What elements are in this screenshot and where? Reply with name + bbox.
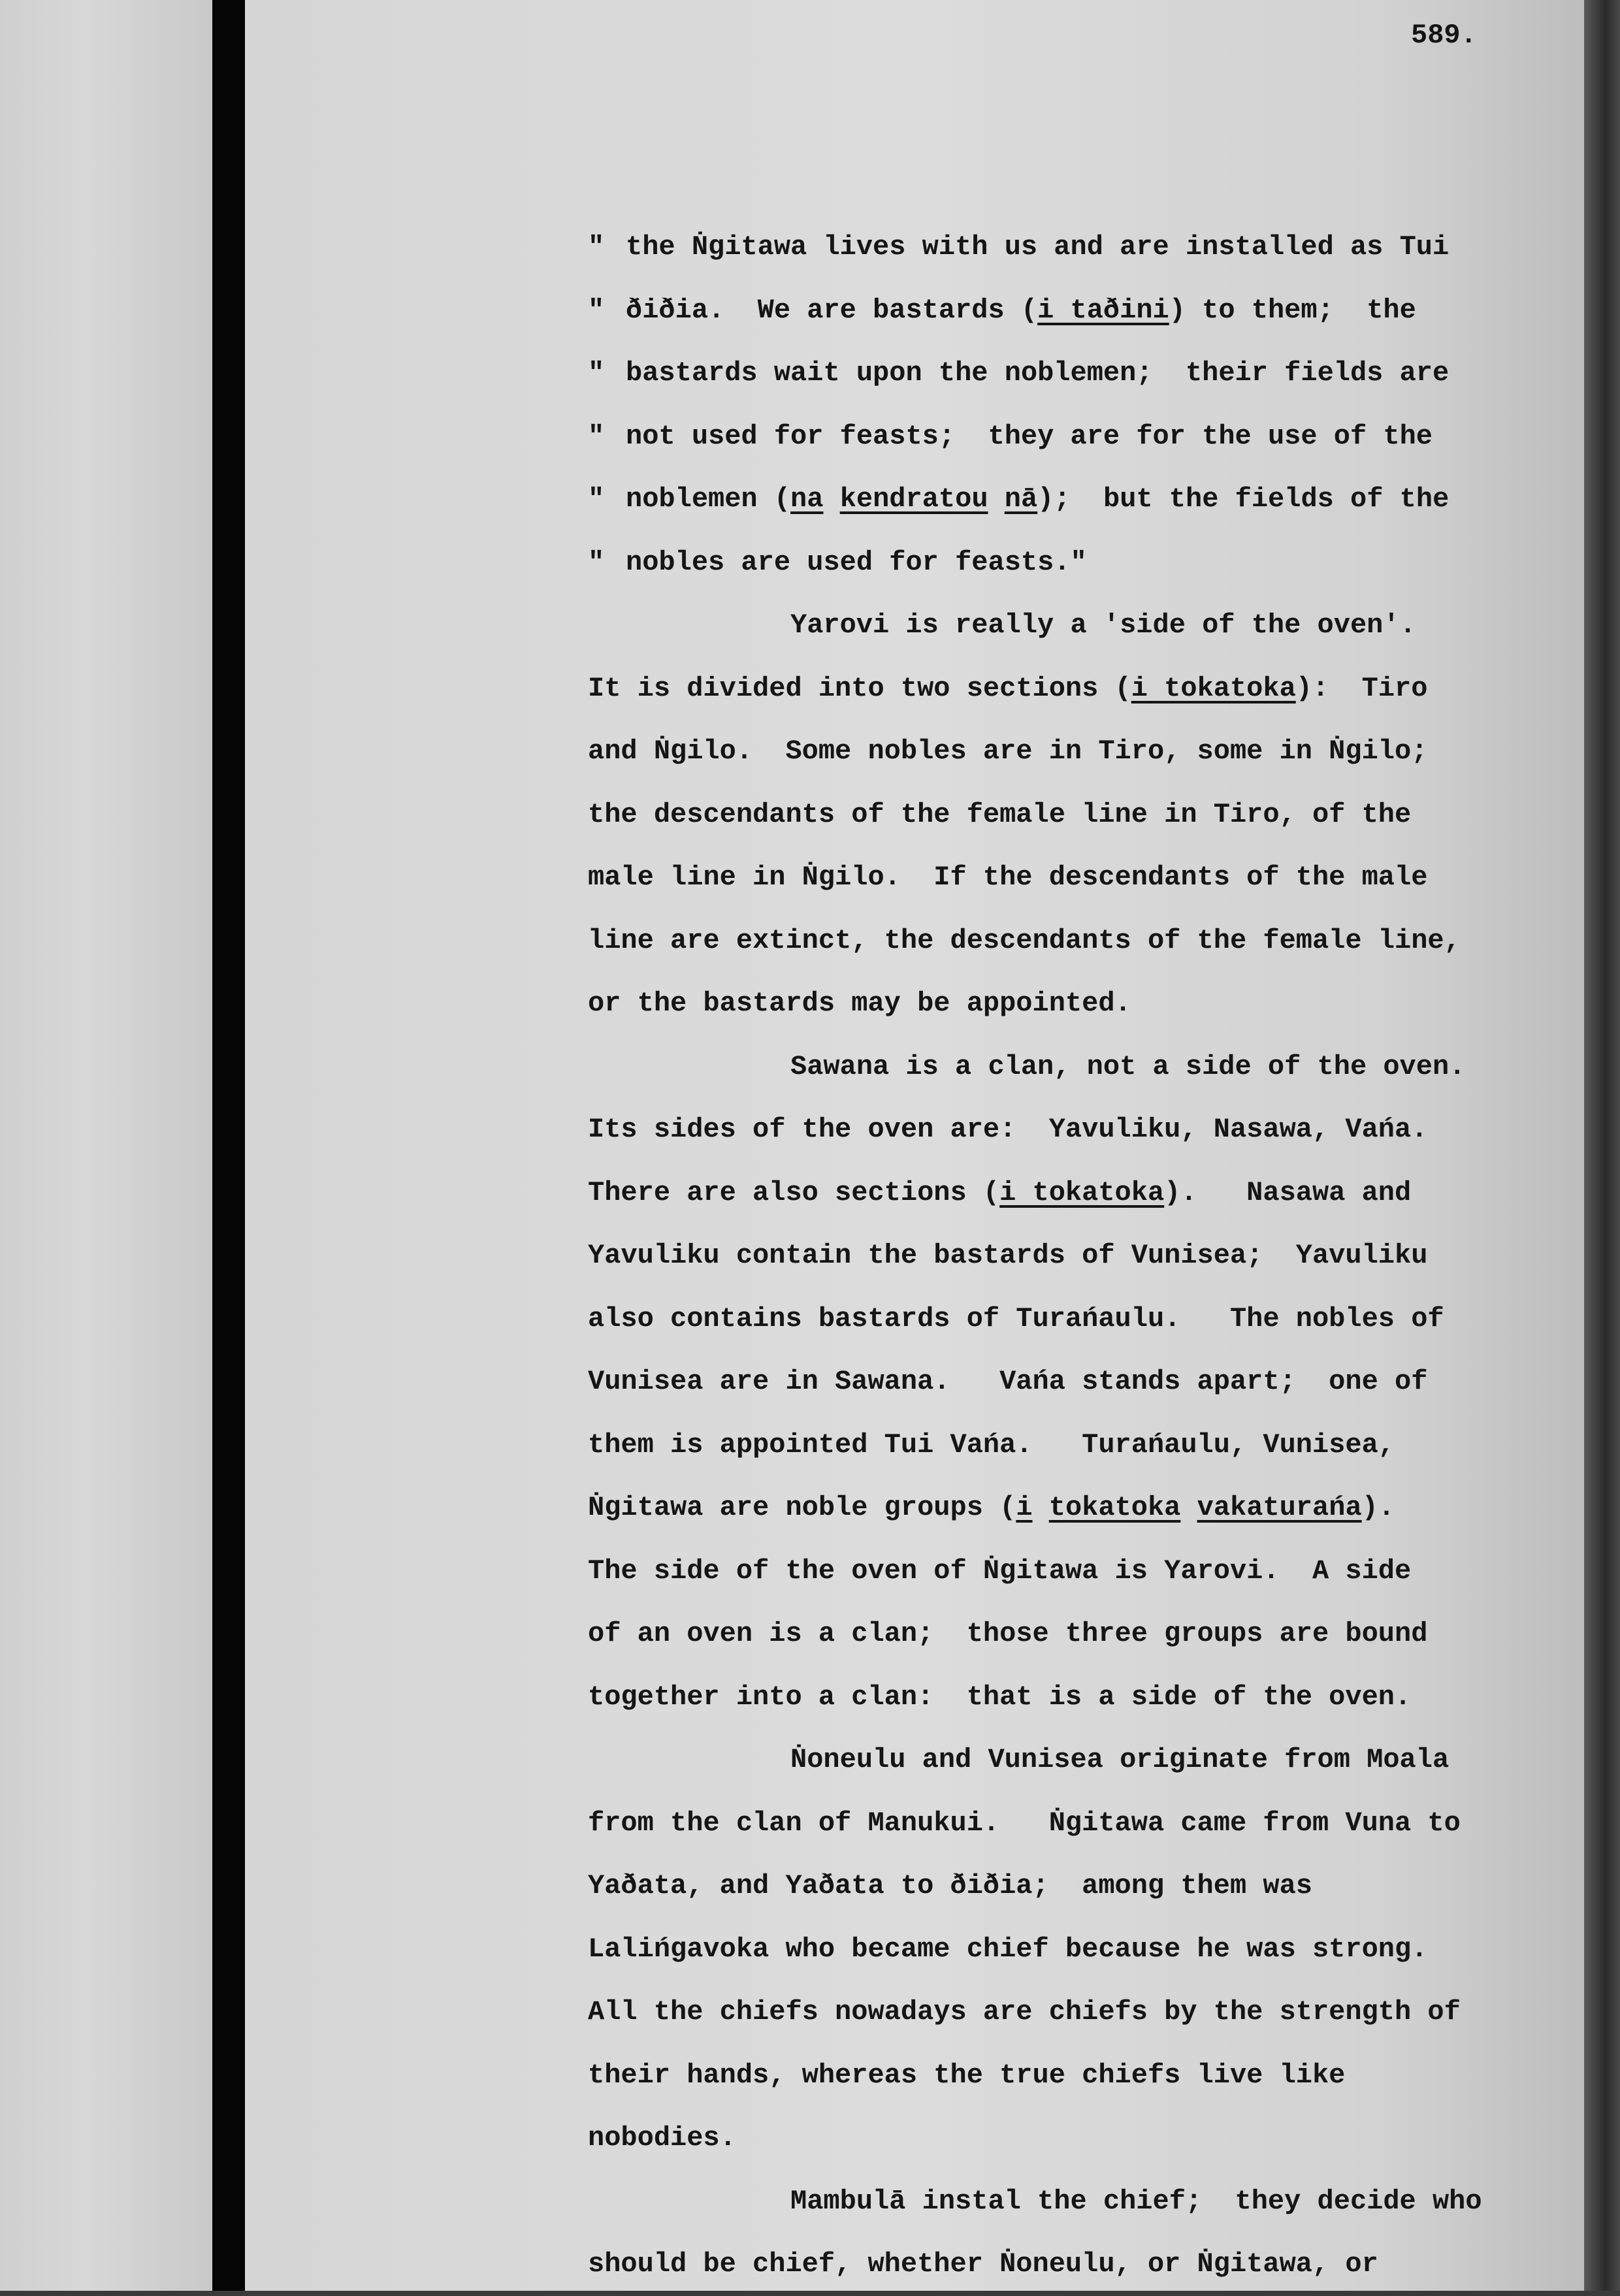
text-segment: ) to them; the bbox=[1169, 294, 1416, 326]
text-segment: male line in Ṅgilo. If the descendants of the male bbox=[588, 862, 1428, 893]
text-line bbox=[588, 2107, 1568, 2170]
text-line bbox=[588, 1792, 1568, 1855]
text-segment: Vunisea are in Sawana. Vańa stands apart; one of bbox=[588, 1366, 1428, 1397]
text-segment: line are extinct, the descendants of the female line, bbox=[588, 924, 1461, 956]
text-line bbox=[588, 1224, 1568, 1287]
text-segment: Yarovi is really a 'side of the oven'. bbox=[790, 609, 1416, 641]
text-segment: Ṅoneulu and Vunisea originate from Moala bbox=[790, 1744, 1450, 1775]
text-segment: them is appointed Tui Vańa. Turańaulu, Vunisea, bbox=[588, 1429, 1395, 1461]
text-line bbox=[588, 1854, 1568, 1918]
text-segment: or the bastards may be appointed. bbox=[588, 988, 1131, 1019]
text-line bbox=[588, 1350, 1568, 1414]
underlined-term: i tokatoka bbox=[1131, 672, 1296, 704]
text-line bbox=[588, 1476, 1568, 1540]
text-segment: Yavuliku contain the bastards of Vunisea; Yavuliku bbox=[588, 1240, 1428, 1271]
quote-mark: " bbox=[588, 231, 605, 263]
quote-mark: " bbox=[588, 546, 605, 578]
text-segment: from the clan of Manukui. Ṅgitawa came from Vuna to bbox=[588, 1807, 1461, 1839]
text-segment bbox=[823, 483, 839, 515]
quote-mark: " bbox=[588, 483, 605, 515]
text-segment: Lalińgavoka who became chief because he was strong. bbox=[588, 1933, 1428, 1965]
text-line bbox=[588, 1161, 1568, 1225]
text-line bbox=[588, 216, 1568, 279]
text-segment: the Ṅgitawa lives with us and are installed as Tui bbox=[626, 231, 1450, 263]
text-segment: ); but the fields of the bbox=[1037, 483, 1450, 515]
text-segment: nobles are used for feasts." bbox=[626, 546, 1087, 578]
text-line bbox=[588, 783, 1568, 847]
text-line bbox=[588, 594, 1568, 657]
text-segment: ): Tiro bbox=[1295, 672, 1428, 704]
text-segment: together into a clan: that is a side of the oven. bbox=[588, 1681, 1412, 1713]
text-segment: their hands, whereas the true chiefs live like bbox=[588, 2059, 1346, 2091]
underlined-term: i taðini bbox=[1037, 294, 1169, 326]
text-line bbox=[588, 1098, 1568, 1161]
text-segment: nobodies. bbox=[588, 2122, 736, 2154]
text-line bbox=[588, 1414, 1568, 1477]
text-segment bbox=[1180, 1492, 1197, 1523]
text-line bbox=[588, 468, 1568, 531]
text-segment: The side of the oven of Ṅgitawa is Yarovi. A side bbox=[588, 1555, 1412, 1587]
text-line bbox=[588, 1728, 1568, 1792]
quote-mark: " bbox=[588, 420, 605, 452]
text-segment: Sawana is a clan, not a side of the oven. bbox=[790, 1050, 1466, 1082]
text-line bbox=[588, 657, 1568, 720]
underlined-term: vakaturańa bbox=[1197, 1492, 1362, 1523]
quote-mark: " bbox=[588, 294, 605, 326]
text-line bbox=[588, 909, 1568, 973]
text-line bbox=[588, 720, 1568, 783]
text-segment: Its sides of the oven are: Yavuliku, Nasawa, Vańa. bbox=[588, 1114, 1428, 1145]
underlined-term: i bbox=[1016, 1492, 1033, 1523]
text-line bbox=[588, 1918, 1568, 1981]
text-line bbox=[588, 1981, 1568, 2044]
text-segment: not used for feasts; they are for the use of the bbox=[626, 420, 1433, 452]
text-segment: Mambulā instal the chief; they decide who bbox=[790, 2185, 1482, 2217]
text-segment: Yaðata, and Yaðata to ðiðia; among them was bbox=[588, 1870, 1312, 1901]
text-line bbox=[588, 2044, 1568, 2107]
page-edge-shadow bbox=[1584, 0, 1620, 2291]
text-line bbox=[588, 2233, 1568, 2296]
underlined-term: na bbox=[790, 483, 824, 515]
text-line bbox=[588, 1540, 1568, 1603]
text-segment bbox=[988, 483, 1005, 515]
text-segment: of an oven is a clan; those three groups are bound bbox=[588, 1618, 1428, 1649]
underlined-term: i tokatoka bbox=[999, 1176, 1165, 1208]
text-segment: also contains bastards of Turańaulu. The nobles of bbox=[588, 1302, 1444, 1334]
text-segment: Ṅgitawa are noble groups ( bbox=[588, 1492, 1016, 1523]
quote-mark: " bbox=[588, 357, 605, 389]
text-line bbox=[588, 972, 1568, 1035]
binding-edge bbox=[212, 0, 245, 2291]
text-line bbox=[588, 1035, 1568, 1099]
text-segment: ). bbox=[1361, 1492, 1395, 1523]
text-line bbox=[588, 1287, 1568, 1351]
text-line bbox=[588, 342, 1568, 405]
typed-text-body bbox=[588, 216, 1568, 2296]
text-segment: ðiðia. We are bastards ( bbox=[626, 294, 1038, 326]
text-segment: bastards wait upon the noblemen; their fields are bbox=[626, 357, 1450, 389]
text-line bbox=[588, 2170, 1568, 2233]
text-line bbox=[588, 531, 1568, 594]
text-line bbox=[588, 405, 1568, 468]
text-segment: All the chiefs nowadays are chiefs by the strength of bbox=[588, 1996, 1461, 2028]
underlined-term: kendratou bbox=[839, 483, 988, 515]
text-line bbox=[588, 1602, 1568, 1666]
text-segment: It is divided into two sections ( bbox=[588, 672, 1131, 704]
text-segment: There are also sections ( bbox=[588, 1176, 1000, 1208]
text-segment: ). Nasawa and bbox=[1164, 1176, 1412, 1208]
page-number: 589. bbox=[1411, 20, 1477, 51]
text-line bbox=[588, 1666, 1568, 1729]
text-segment: and Ṅgilo. Some nobles are in Tiro, some in Ṅgilo; bbox=[588, 736, 1428, 767]
text-line bbox=[588, 279, 1568, 342]
text-segment bbox=[1033, 1492, 1049, 1523]
text-segment: noblemen ( bbox=[626, 483, 791, 515]
film-margin bbox=[0, 0, 212, 2291]
text-line bbox=[588, 846, 1568, 909]
underlined-term: nā bbox=[1004, 483, 1038, 515]
text-segment: should be chief, whether Ṅoneulu, or Ṅgitawa, or bbox=[588, 2248, 1378, 2280]
underlined-term: tokatoka bbox=[1048, 1492, 1181, 1523]
text-segment: the descendants of the female line in Tiro, of the bbox=[588, 798, 1412, 830]
